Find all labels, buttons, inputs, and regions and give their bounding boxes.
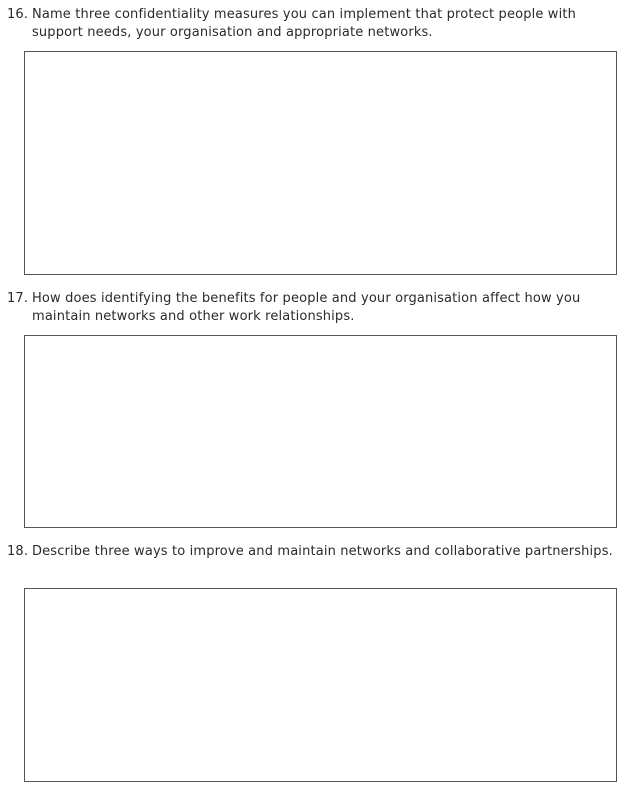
question-17 [7, 290, 617, 326]
question-18 [7, 543, 617, 561]
question-number: 16. [7, 7, 29, 22]
question-16 [7, 6, 617, 42]
answer-box-16[interactable] [24, 51, 617, 275]
question-text: How does identifying the benefits for people and your organisation affect how you maintain networks and other work relationships. [32, 291, 581, 324]
question-number: 18. [7, 544, 29, 559]
question-number: 17. [7, 291, 29, 306]
answer-box-17[interactable] [24, 335, 617, 528]
question-text: Name three confidentiality measures you can implement that protect people with support needs, your organisation and appropriate networks. [32, 7, 576, 40]
answer-box-18[interactable] [24, 588, 617, 782]
question-text: Describe three ways to improve and maintain networks and collaborative partnerships. [32, 544, 613, 559]
